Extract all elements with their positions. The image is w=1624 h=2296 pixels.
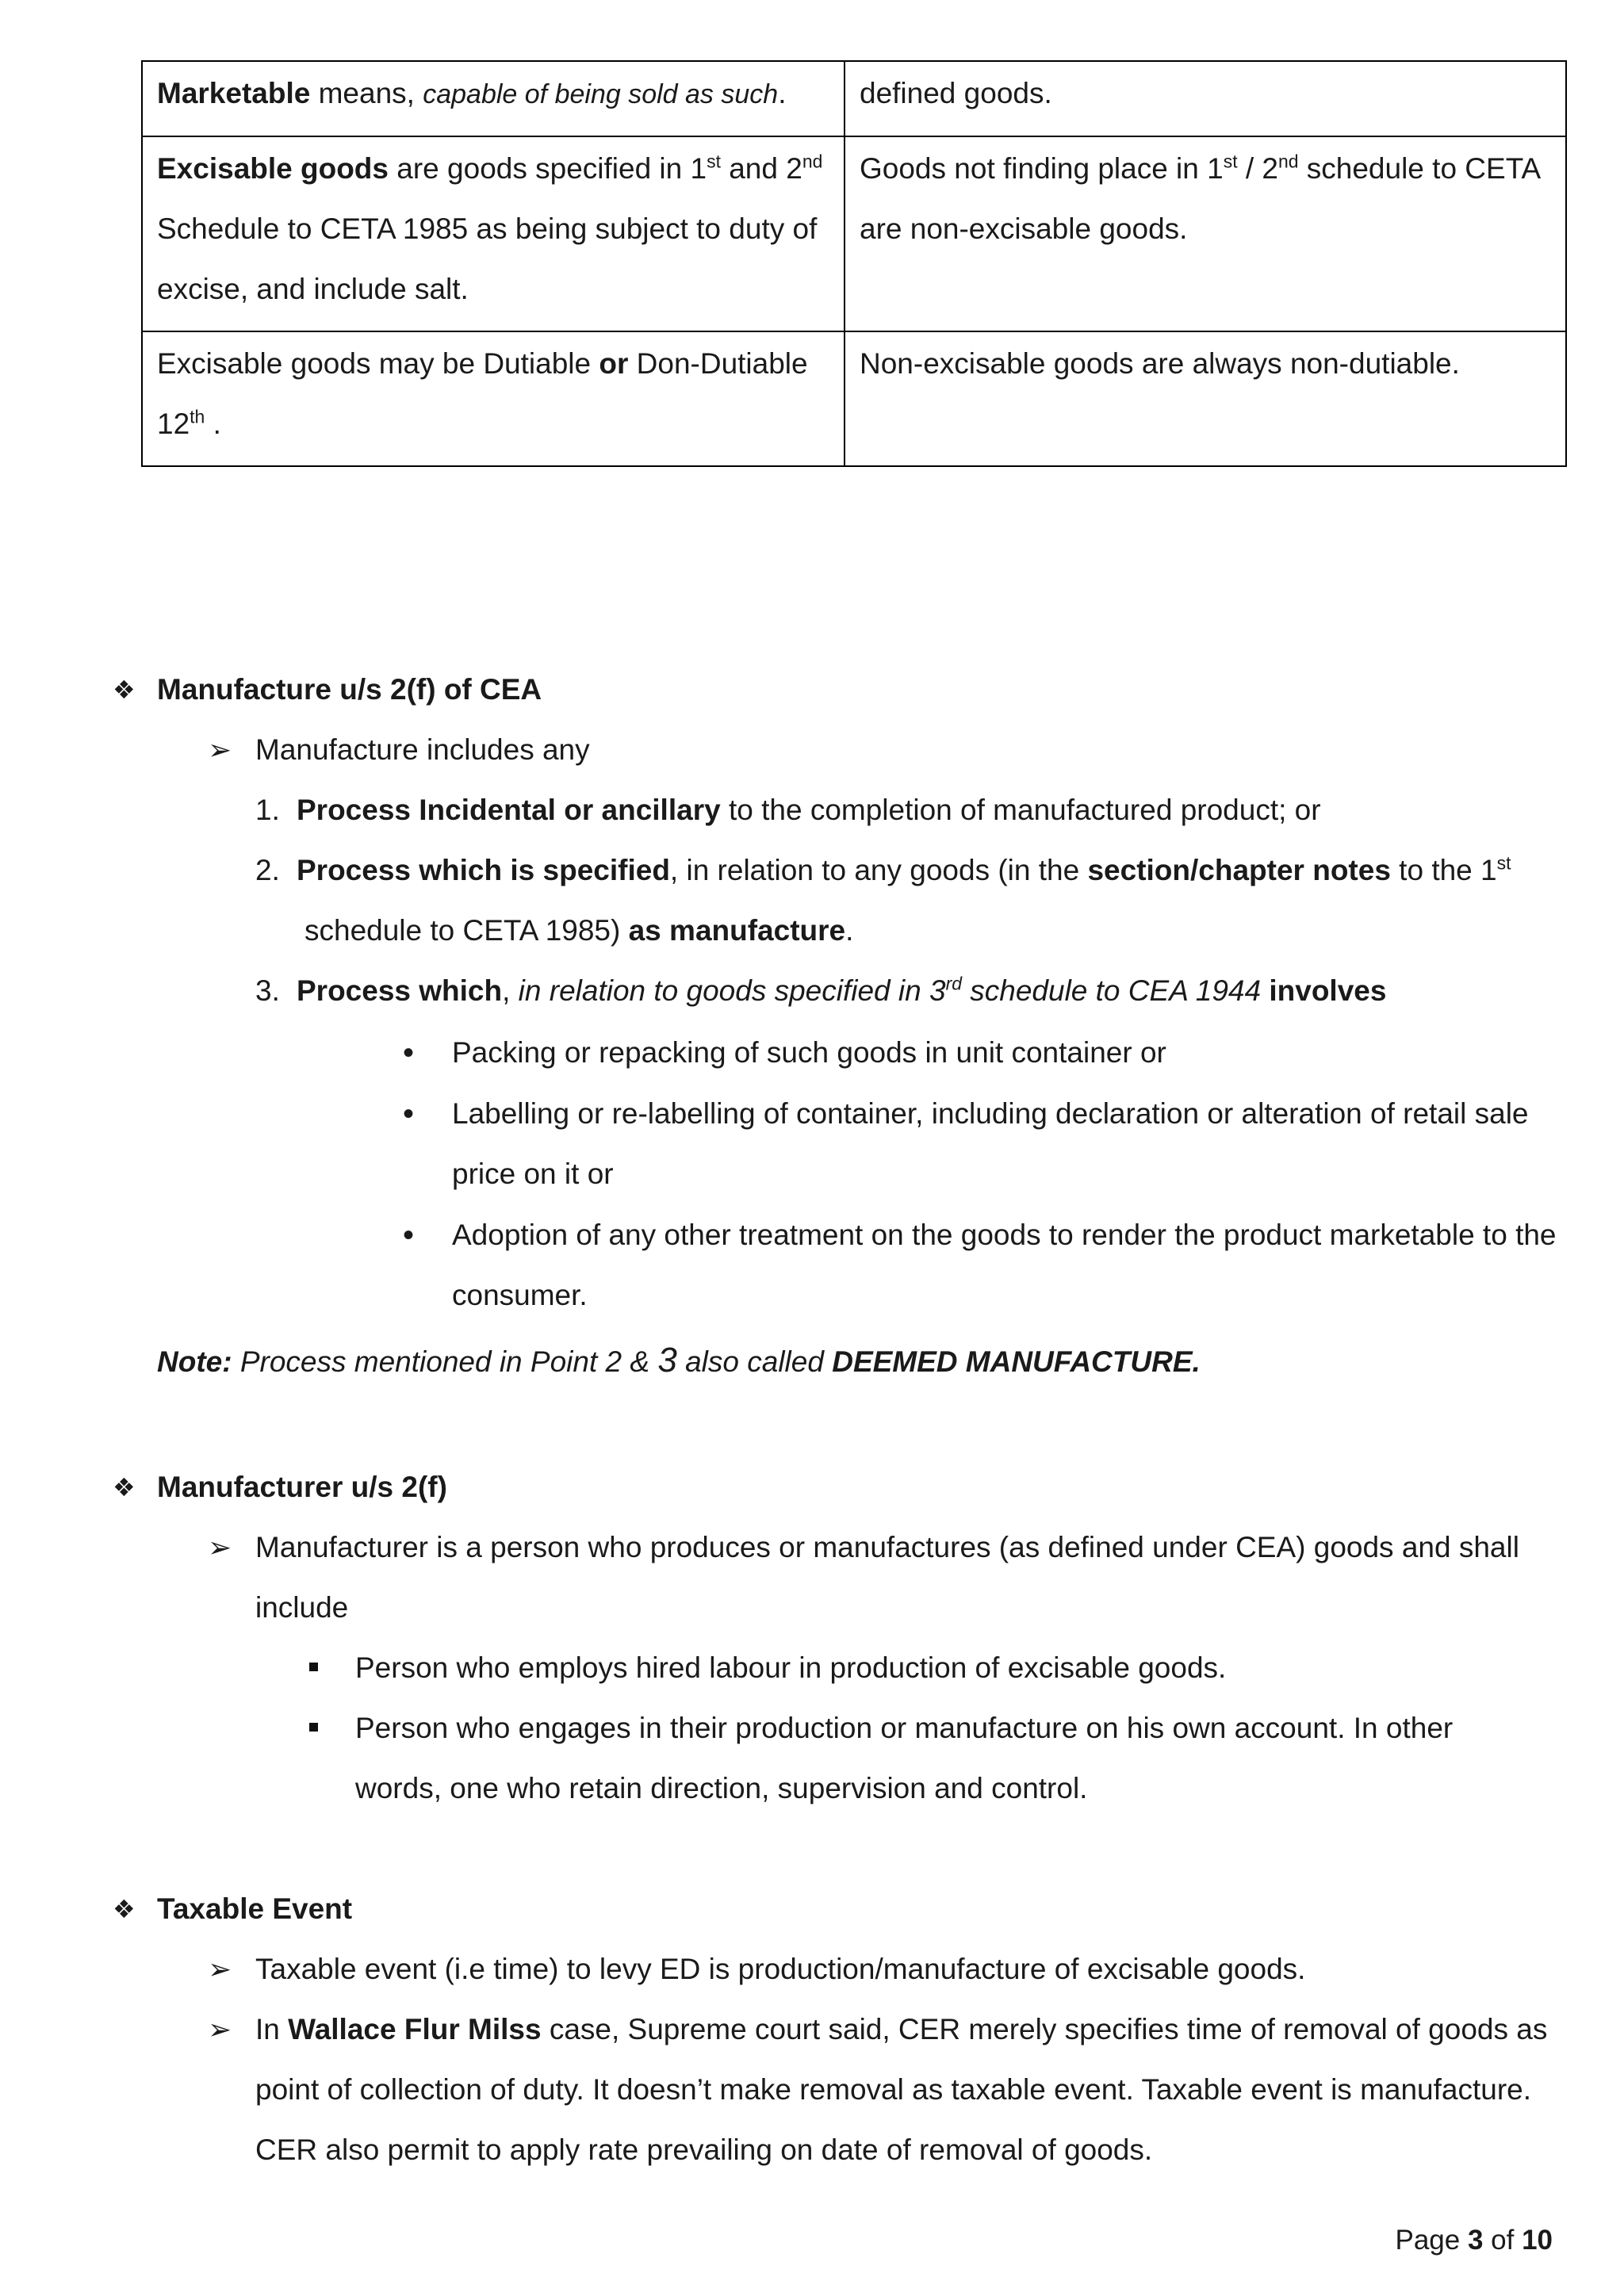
cell-bold: or [599, 347, 629, 380]
item-number: 3. [255, 974, 280, 1007]
table-cell [142, 331, 845, 466]
item-bold: section/chapter notes [1087, 854, 1391, 886]
bullet-text: Packing or repacking of such goods in unit container or [452, 1036, 1166, 1069]
superscript: st [1223, 151, 1238, 172]
note-text: 3 [657, 1341, 677, 1380]
footer-text: of [1483, 2225, 1522, 2256]
diamond-bullet-icon: ❖ [113, 1895, 136, 1923]
dot-bullet-icon: • [403, 1035, 415, 1070]
cell-text: are goods specified in 1 [389, 152, 707, 185]
dot-bullet-icon: • [403, 1218, 415, 1253]
note [157, 1330, 1201, 1392]
cell-text: Don-Dutiable 12 [157, 347, 808, 440]
table-row [142, 331, 1566, 466]
item-bold: as manufacture [628, 914, 846, 947]
term-bold: Marketable [157, 77, 311, 109]
list-text-part: In [255, 2013, 289, 2045]
dot-bullet-icon: • [403, 1096, 415, 1131]
superscript: nd [802, 151, 823, 172]
item-rest: to the completion of manufactured product; or [720, 794, 1321, 826]
bullet-text: Labelling or re-labelling of container, including declaration or alteration of retail sale price on it or [452, 1097, 1529, 1190]
item-number: 1. [255, 794, 280, 826]
term-bold: Excisable goods [157, 152, 389, 185]
item-number: 2. [255, 854, 280, 886]
item-rest: . [845, 914, 854, 947]
table-row [142, 61, 1566, 136]
cell-text: . [778, 77, 787, 109]
item-rest: to the 1 [1390, 854, 1497, 886]
note-bold: DEEMED MANUFACTURE. [832, 1345, 1201, 1378]
item-text [297, 961, 1565, 1021]
superscript: st [707, 151, 721, 172]
item-bold: Process Incidental or ancillary [297, 794, 721, 826]
item-rest [1261, 974, 1269, 1007]
superscript: rd [945, 973, 962, 994]
superscript: st [1496, 852, 1511, 874]
item-italic: in relation to goods specified in 3 [518, 974, 946, 1007]
list-text [255, 1999, 1564, 2180]
item-text [297, 780, 1565, 840]
cell-text: Excisable goods may be Dutiable [157, 347, 599, 380]
arrow-bullet-icon: ➢ [208, 1531, 232, 1563]
table-cell [142, 61, 845, 136]
item-bold: Process which is specified [297, 854, 670, 886]
current-page: 3 [1467, 2225, 1484, 2256]
table-cell [845, 61, 1566, 136]
cell-italic: capable of being sold as such [423, 79, 779, 109]
cell-text: Non-excisable goods are always non-dutiable. [860, 347, 1460, 380]
arrow-bullet-icon: ➢ [208, 1953, 232, 1985]
cell-text: schedule to CETA are non-excisable goods. [860, 152, 1540, 245]
item-rest: schedule to CETA 1985) [304, 914, 629, 947]
superscript: nd [1277, 151, 1299, 172]
list-text: Taxable event (i.e time) to levy ED is production/manufacture of excisable goods. [255, 1953, 1306, 1985]
table-cell [845, 136, 1566, 331]
item-text [297, 840, 1565, 901]
list-text-part: case, Supreme court said, CER merely specifies time of removal of goods as point of collection of duty. It doesn’t make removal as taxable event. Taxable event is manufacture. CER also permit to apply rate prevailing on date of removal of goods. [255, 2013, 1548, 2166]
arrow-bullet-icon: ➢ [208, 2013, 232, 2045]
item-rest: , in relation to any goods (in the [669, 854, 1088, 886]
diamond-bullet-icon: ❖ [113, 675, 136, 704]
heading-text: Manufacture u/s 2(f) of CEA [157, 673, 542, 706]
bullet-text: Person who engages in their production or manufacture on his own account. In other words, one who retain direction, supervision and control. [355, 1712, 1454, 1804]
case-name-bold: Wallace Flur Milss [288, 2013, 542, 2045]
item-bold: involves [1269, 974, 1387, 1007]
item-rest: , [502, 974, 519, 1007]
superscript: th [190, 406, 205, 427]
bullet-text: Person who employs hired labour in production of excisable goods. [355, 1651, 1227, 1684]
list-text: Manufacture includes any [255, 733, 590, 766]
arrow-bullet-icon: ➢ [208, 733, 232, 766]
cell-text: / 2 [1237, 152, 1278, 185]
footer-text: Page [1395, 2225, 1468, 2256]
cell-text: and 2 [720, 152, 802, 185]
cell-text: Goods not finding place in 1 [860, 152, 1224, 185]
note-text: also called [676, 1345, 833, 1378]
cell-text: Schedule to CETA 1985 as being subject to duty of excise, and include salt. [157, 212, 818, 305]
diamond-bullet-icon: ❖ [113, 1473, 136, 1502]
table-cell [845, 331, 1566, 466]
item-continuation [304, 901, 1573, 961]
page-number [1395, 2225, 1553, 2256]
square-bullet-icon [309, 1723, 318, 1732]
total-pages: 10 [1522, 2225, 1553, 2256]
note-label: Note: [157, 1345, 232, 1378]
item-bold: Process which [297, 974, 503, 1007]
cell-text: . [205, 408, 221, 440]
cell-text: means, [310, 77, 423, 109]
table-row [142, 136, 1566, 331]
table-cell [142, 136, 845, 331]
square-bullet-icon [309, 1663, 318, 1671]
item-italic: schedule to CEA 1944 [961, 974, 1262, 1007]
note-text: Process mentioned in Point 2 & [232, 1345, 658, 1378]
heading-text: Taxable Event [157, 1892, 353, 1925]
cell-text: defined goods. [860, 77, 1052, 109]
comparison-table [141, 60, 1567, 467]
bullet-text: Adoption of any other treatment on the goods to render the product marketable to the consumer. [452, 1219, 1557, 1311]
list-text: Manufacturer is a person who produces or manufactures (as defined under CEA) goods and shall include [255, 1531, 1519, 1624]
heading-text: Manufacturer u/s 2(f) [157, 1471, 447, 1503]
